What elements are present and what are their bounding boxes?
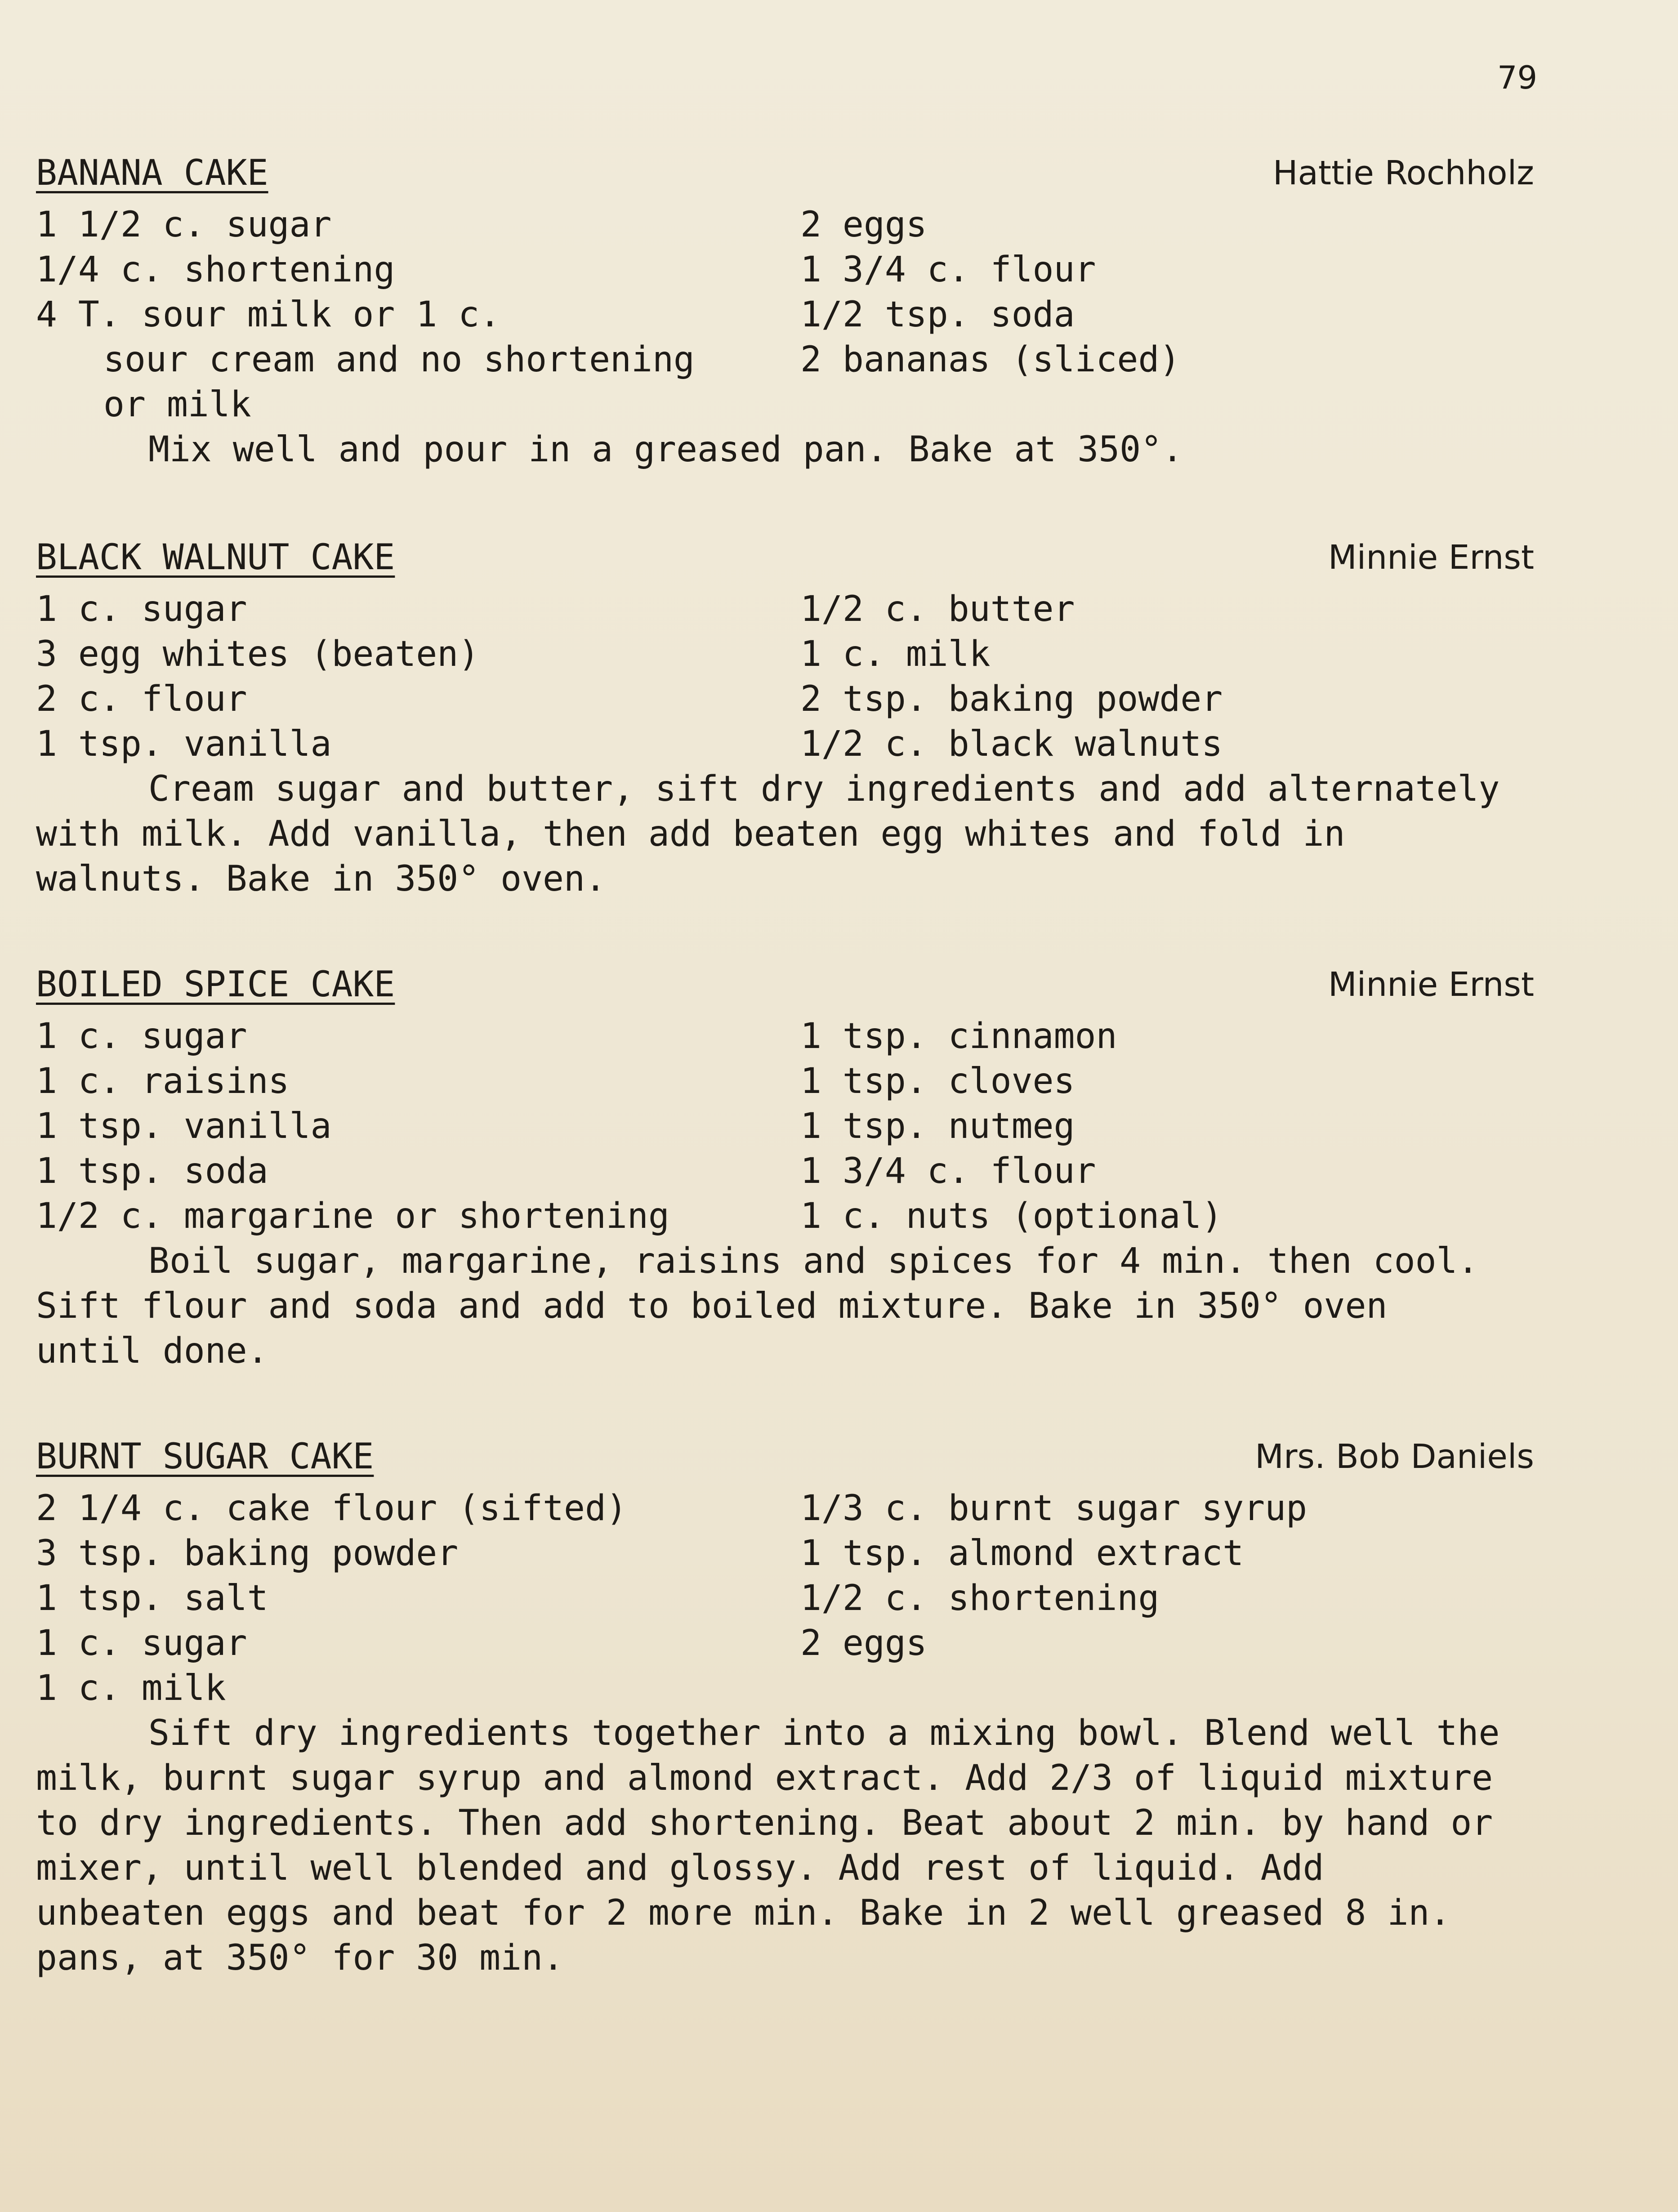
ingredient: 2 1/4 c. cake flour (sifted) xyxy=(36,1488,627,1529)
ingredient: 1 tsp. almond extract xyxy=(800,1533,1244,1574)
recipe-author: Hattie Rochholz xyxy=(1272,154,1534,192)
ingredient: 1 tsp. cinnamon xyxy=(800,1016,1117,1057)
recipe-burnt-sugar-cake xyxy=(0,1432,1678,1980)
ingredient: 1/2 tsp. soda xyxy=(800,294,1075,335)
ingredient: 1 c. nuts (optional) xyxy=(800,1196,1223,1236)
ingredient: 1/3 c. burnt sugar syrup xyxy=(800,1488,1308,1529)
recipe-title: BLACK WALNUT CAKE xyxy=(36,537,395,578)
ingredient: 2 bananas (sliced) xyxy=(800,339,1181,380)
recipe-black-walnut-cake xyxy=(0,533,1678,901)
recipe-directions: Mix well and pour in a greased pan. Bake at 350°. xyxy=(148,429,1183,470)
recipe-directions: Sift dry ingredients together into a mixing bowl. Blend well the milk, burnt sugar syrup and almond extract. Add 2/3 of liquid mixture to dry ingredients. Then add shortening. Beat about 2 min. by hand or mixer, until well blended and glossy. Add rest of liquid. Add unbeaten eggs and beat for 2 more min. Bake in 2 well greased 8 in. pans, at 350° for 30 min. xyxy=(36,1713,1521,1978)
ingredient: 1/2 c. butter xyxy=(800,589,1075,629)
ingredient: 1 tsp. nutmeg xyxy=(800,1106,1075,1146)
ingredient: 4 T. sour milk or 1 c. xyxy=(36,294,501,335)
ingredient: 1 c. raisins xyxy=(36,1061,290,1102)
ingredient: 1/2 c. black walnuts xyxy=(800,724,1223,764)
ingredient: 2 c. flour xyxy=(36,679,247,719)
ingredient: 1 tsp. cloves xyxy=(800,1061,1075,1102)
ingredient: 1/4 c. shortening xyxy=(36,250,395,290)
ingredient: 3 egg whites (beaten) xyxy=(36,634,480,674)
ingredient: 1 c. milk xyxy=(800,634,991,674)
ingredient: 1 c. sugar xyxy=(36,1016,247,1057)
ingredient: 1 1/2 c. sugar xyxy=(36,205,332,245)
page-number: 79 xyxy=(1497,59,1538,96)
ingredient: 2 eggs xyxy=(800,1623,927,1663)
recipe-boiled-spice-cake xyxy=(0,960,1678,1374)
recipe-directions: Boil sugar, margarine, raisins and spices for 4 min. then cool. Sift flour and soda and add to boiled mixture. Bake in 350° oven until done. xyxy=(36,1241,1500,1371)
recipe-banana-cake xyxy=(0,148,1678,472)
ingredient: 1/2 c. shortening xyxy=(800,1578,1160,1619)
ingredient: 1/2 c. margarine or shortening xyxy=(36,1196,669,1236)
ingredient: 1 c. milk xyxy=(36,1668,226,1708)
recipe-title: BANANA CAKE xyxy=(36,153,268,193)
recipe-directions: Cream sugar and butter, sift dry ingredients and add alternately with milk. Add vanilla, then add beaten egg whites and fold in walnuts. Bake in 350° oven. xyxy=(36,769,1521,899)
ingredient: or milk xyxy=(103,384,251,425)
ingredient: 1 tsp. soda xyxy=(36,1151,268,1191)
ingredient: 2 eggs xyxy=(800,205,927,245)
recipe-author: Mrs. Bob Daniels xyxy=(1255,1437,1534,1476)
ingredient: 1 3/4 c. flour xyxy=(800,1151,1096,1191)
recipe-author: Minnie Ernst xyxy=(1328,965,1534,1004)
recipe-title: BOILED SPICE CAKE xyxy=(36,964,395,1005)
ingredient: 1 c. sugar xyxy=(36,589,247,629)
ingredient: 1 tsp. vanilla xyxy=(36,1106,332,1146)
ingredient: 1 3/4 c. flour xyxy=(800,250,1096,290)
recipe-author: Minnie Ernst xyxy=(1328,538,1534,577)
ingredient: 1 tsp. vanilla xyxy=(36,724,332,764)
ingredient: 1 tsp. salt xyxy=(36,1578,268,1619)
ingredient: sour cream and no shortening xyxy=(103,339,695,380)
ingredient: 2 tsp. baking powder xyxy=(800,679,1223,719)
ingredient: 1 c. sugar xyxy=(36,1623,247,1663)
ingredient: 3 tsp. baking powder xyxy=(36,1533,459,1574)
recipe-title: BURNT SUGAR CAKE xyxy=(36,1436,374,1477)
